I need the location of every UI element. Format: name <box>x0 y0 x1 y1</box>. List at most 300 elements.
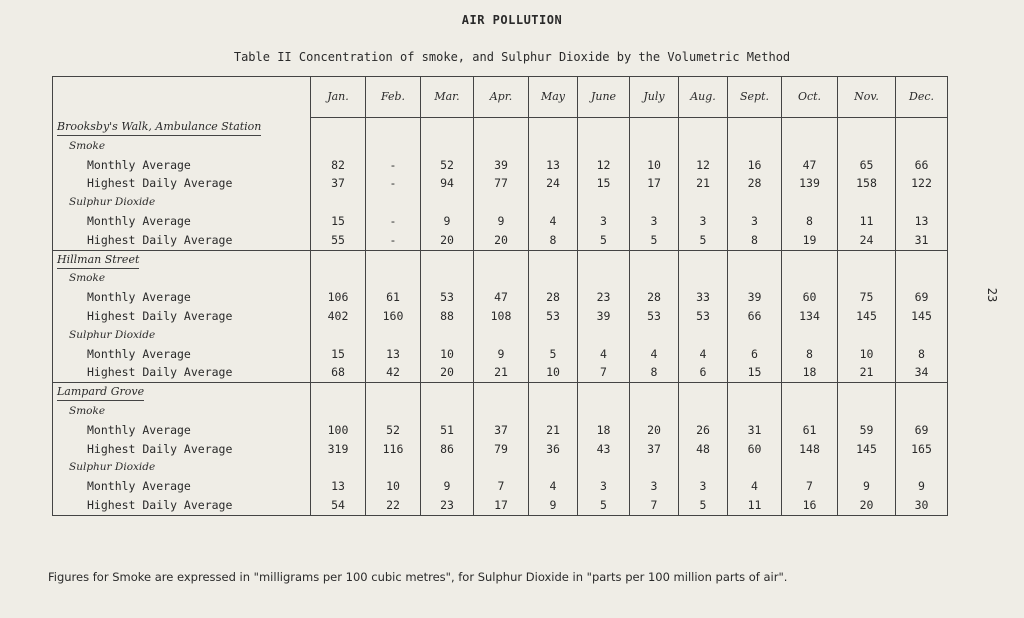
so2-monthly-row-label: Monthly Average <box>53 477 311 496</box>
empty-cell <box>474 402 529 421</box>
month-header: Jan. <box>311 77 366 118</box>
value-cell: 116 <box>366 440 421 459</box>
value-cell: 7 <box>474 477 529 496</box>
empty-cell <box>474 269 529 288</box>
value-cell: 9 <box>529 496 578 515</box>
value-cell: 9 <box>474 212 529 231</box>
value-cell: 23 <box>421 496 474 515</box>
empty-cell <box>782 193 838 212</box>
value-cell: 28 <box>728 174 782 193</box>
value-cell: 15 <box>578 174 630 193</box>
value-cell: 53 <box>630 307 679 326</box>
so2-monthly-row-label: Monthly Average <box>53 345 311 364</box>
value-cell: 3 <box>679 477 728 496</box>
value-cell: 10 <box>630 156 679 175</box>
value-cell: 37 <box>630 440 679 459</box>
month-header: Dec. <box>896 77 948 118</box>
empty-cell <box>679 118 728 137</box>
empty-cell <box>529 269 578 288</box>
value-cell: 23 <box>578 288 630 307</box>
empty-cell <box>838 250 896 269</box>
smoke-monthly-row-label: Monthly Average <box>53 421 311 440</box>
empty-cell <box>474 193 529 212</box>
table-body <box>53 118 948 516</box>
value-cell: 4 <box>529 477 578 496</box>
pollution-table <box>52 76 948 516</box>
smoke-monthly-row <box>53 421 948 440</box>
empty-cell <box>896 458 948 477</box>
empty-cell <box>630 402 679 421</box>
value-cell: 53 <box>529 307 578 326</box>
value-cell: 3 <box>630 477 679 496</box>
so2-heading-row <box>53 458 948 477</box>
so2-monthly-row <box>53 212 948 231</box>
value-cell: 106 <box>311 288 366 307</box>
empty-cell <box>578 269 630 288</box>
value-cell: 39 <box>578 307 630 326</box>
empty-cell <box>728 137 782 156</box>
month-header: Feb. <box>366 77 421 118</box>
value-cell: - <box>366 156 421 175</box>
value-cell: 100 <box>311 421 366 440</box>
empty-cell <box>421 269 474 288</box>
so2-highest-row-label: Highest Daily Average <box>53 496 311 515</box>
value-cell: 26 <box>679 421 728 440</box>
empty-cell <box>421 137 474 156</box>
value-cell: 122 <box>896 174 948 193</box>
value-cell: 20 <box>421 231 474 250</box>
value-cell: 20 <box>474 231 529 250</box>
value-cell: 10 <box>838 345 896 364</box>
empty-cell <box>679 269 728 288</box>
empty-cell <box>311 269 366 288</box>
station-row-label <box>53 250 311 269</box>
so2-highest-row-label: Highest Daily Average <box>53 363 311 382</box>
value-cell: 8 <box>529 231 578 250</box>
value-cell: 21 <box>529 421 578 440</box>
so2-highest-row <box>53 231 948 250</box>
empty-cell <box>838 402 896 421</box>
smoke-heading-row-label: Smoke <box>53 402 311 421</box>
value-cell: 51 <box>421 421 474 440</box>
value-cell: 21 <box>679 174 728 193</box>
empty-cell <box>311 118 366 137</box>
empty-cell <box>474 458 529 477</box>
value-cell: 37 <box>474 421 529 440</box>
smoke-highest-row <box>53 174 948 193</box>
station-row <box>53 250 948 269</box>
value-cell: 5 <box>679 231 728 250</box>
value-cell: 39 <box>728 288 782 307</box>
empty-cell <box>630 250 679 269</box>
so2-highest-row <box>53 496 948 515</box>
empty-cell <box>630 137 679 156</box>
station-name: Lampard Grove <box>57 385 144 401</box>
value-cell: 4 <box>529 212 578 231</box>
value-cell: 6 <box>679 363 728 382</box>
empty-cell <box>578 137 630 156</box>
station-name: Brooksby's Walk, Ambulance Station <box>57 120 261 136</box>
empty-cell <box>529 383 578 402</box>
empty-cell <box>728 326 782 345</box>
value-cell: 79 <box>474 440 529 459</box>
value-cell: 48 <box>679 440 728 459</box>
value-cell: 12 <box>679 156 728 175</box>
empty-cell <box>578 458 630 477</box>
value-cell: 94 <box>421 174 474 193</box>
value-cell: 11 <box>728 496 782 515</box>
value-cell: 15 <box>311 212 366 231</box>
so2-monthly-row <box>53 345 948 364</box>
value-cell: 37 <box>311 174 366 193</box>
empty-cell <box>529 118 578 137</box>
value-cell: 55 <box>311 231 366 250</box>
empty-cell <box>728 250 782 269</box>
empty-cell <box>529 137 578 156</box>
value-cell: 3 <box>578 477 630 496</box>
value-cell: 60 <box>782 288 838 307</box>
empty-cell <box>896 326 948 345</box>
value-cell: 21 <box>474 363 529 382</box>
value-cell: 6 <box>728 345 782 364</box>
empty-cell <box>896 402 948 421</box>
so2-monthly-row-label: Monthly Average <box>53 212 311 231</box>
smoke-heading-row <box>53 137 948 156</box>
empty-cell <box>529 326 578 345</box>
empty-cell <box>474 137 529 156</box>
value-cell: - <box>366 231 421 250</box>
value-cell: 5 <box>578 496 630 515</box>
value-cell: 31 <box>728 421 782 440</box>
value-cell: 11 <box>838 212 896 231</box>
empty-cell <box>578 383 630 402</box>
smoke-monthly-row-label: Monthly Average <box>53 156 311 175</box>
value-cell: 145 <box>838 440 896 459</box>
value-cell: 60 <box>728 440 782 459</box>
empty-cell <box>838 118 896 137</box>
empty-cell <box>421 326 474 345</box>
value-cell: 52 <box>366 421 421 440</box>
smoke-highest-row-label: Highest Daily Average <box>53 307 311 326</box>
so2-heading-row-label: Sulphur Dioxide <box>53 326 311 345</box>
so2-highest-row-label: Highest Daily Average <box>53 231 311 250</box>
month-header-row <box>53 77 948 118</box>
empty-cell <box>578 118 630 137</box>
value-cell: 66 <box>728 307 782 326</box>
value-cell: 88 <box>421 307 474 326</box>
value-cell: 9 <box>474 345 529 364</box>
value-cell: 31 <box>896 231 948 250</box>
empty-cell <box>421 193 474 212</box>
value-cell: 39 <box>474 156 529 175</box>
empty-cell <box>529 193 578 212</box>
value-cell: 3 <box>728 212 782 231</box>
value-cell: 16 <box>728 156 782 175</box>
value-cell: 9 <box>838 477 896 496</box>
empty-cell <box>311 193 366 212</box>
value-cell: 9 <box>421 477 474 496</box>
value-cell: 33 <box>679 288 728 307</box>
value-cell: 9 <box>421 212 474 231</box>
smoke-heading-row-label: Smoke <box>53 137 311 156</box>
value-cell: 8 <box>782 345 838 364</box>
value-cell: 4 <box>630 345 679 364</box>
value-cell: 82 <box>311 156 366 175</box>
empty-cell <box>896 269 948 288</box>
empty-cell <box>782 269 838 288</box>
empty-cell <box>366 383 421 402</box>
value-cell: 15 <box>311 345 366 364</box>
value-cell: 69 <box>896 288 948 307</box>
so2-monthly-row <box>53 477 948 496</box>
value-cell: 43 <box>578 440 630 459</box>
station-name: Hillman Street <box>57 253 139 269</box>
value-cell: - <box>366 212 421 231</box>
empty-cell <box>311 250 366 269</box>
page-heading: AIR POLLUTION <box>461 13 563 27</box>
value-cell: 36 <box>529 440 578 459</box>
value-cell: 69 <box>896 421 948 440</box>
value-cell: 165 <box>896 440 948 459</box>
value-cell: 20 <box>421 363 474 382</box>
empty-cell <box>421 383 474 402</box>
empty-cell <box>578 402 630 421</box>
month-header: June <box>578 77 630 118</box>
empty-cell <box>896 137 948 156</box>
smoke-highest-row <box>53 307 948 326</box>
value-cell: 8 <box>782 212 838 231</box>
value-cell: 13 <box>311 477 366 496</box>
value-cell: 319 <box>311 440 366 459</box>
value-cell: 7 <box>578 363 630 382</box>
empty-cell <box>782 137 838 156</box>
month-header: Apr. <box>474 77 529 118</box>
empty-cell <box>896 250 948 269</box>
empty-cell <box>630 326 679 345</box>
smoke-highest-row-label: Highest Daily Average <box>53 440 311 459</box>
station-row-label <box>53 118 311 137</box>
smoke-monthly-row <box>53 288 948 307</box>
value-cell: 148 <box>782 440 838 459</box>
value-cell: 134 <box>782 307 838 326</box>
so2-heading-row-label: Sulphur Dioxide <box>53 458 311 477</box>
value-cell: 30 <box>896 496 948 515</box>
value-cell: 28 <box>529 288 578 307</box>
value-cell: 8 <box>728 231 782 250</box>
empty-cell <box>474 383 529 402</box>
value-cell: 5 <box>578 231 630 250</box>
value-cell: 15 <box>728 363 782 382</box>
empty-cell <box>728 383 782 402</box>
empty-cell <box>421 250 474 269</box>
empty-cell <box>311 458 366 477</box>
empty-cell <box>679 383 728 402</box>
value-cell: 53 <box>421 288 474 307</box>
units-footnote: Figures for Smoke are expressed in "milligrams per 100 cubic metres", for Sulphur Dioxide in "parts per 100 million parts of air". <box>48 570 788 584</box>
empty-cell <box>728 458 782 477</box>
value-cell: 20 <box>630 421 679 440</box>
value-cell: 10 <box>529 363 578 382</box>
value-cell: 3 <box>679 212 728 231</box>
smoke-highest-row-label: Highest Daily Average <box>53 174 311 193</box>
value-cell: 24 <box>529 174 578 193</box>
empty-cell <box>630 383 679 402</box>
empty-cell <box>366 402 421 421</box>
value-cell: 59 <box>838 421 896 440</box>
empty-cell <box>679 402 728 421</box>
station-row <box>53 118 948 137</box>
empty-cell <box>728 118 782 137</box>
value-cell: 18 <box>578 421 630 440</box>
month-header: Aug. <box>679 77 728 118</box>
value-cell: 12 <box>578 156 630 175</box>
value-cell: 34 <box>896 363 948 382</box>
empty-cell <box>679 193 728 212</box>
value-cell: 86 <box>421 440 474 459</box>
smoke-heading-row <box>53 402 948 421</box>
empty-cell <box>782 458 838 477</box>
empty-cell <box>366 193 421 212</box>
empty-cell <box>366 250 421 269</box>
value-cell: 145 <box>838 307 896 326</box>
month-header: Nov. <box>838 77 896 118</box>
value-cell: 22 <box>366 496 421 515</box>
value-cell: 47 <box>782 156 838 175</box>
value-cell: 17 <box>630 174 679 193</box>
smoke-heading-row-label: Smoke <box>53 269 311 288</box>
month-header: May <box>529 77 578 118</box>
empty-cell <box>679 458 728 477</box>
value-cell: 47 <box>474 288 529 307</box>
value-cell: 4 <box>728 477 782 496</box>
empty-cell <box>311 402 366 421</box>
so2-heading-row-label: Sulphur Dioxide <box>53 193 311 212</box>
empty-cell <box>630 458 679 477</box>
value-cell: 65 <box>838 156 896 175</box>
empty-cell <box>896 193 948 212</box>
empty-cell <box>311 326 366 345</box>
empty-cell <box>728 402 782 421</box>
empty-cell <box>578 326 630 345</box>
empty-cell <box>366 458 421 477</box>
so2-heading-row <box>53 326 948 345</box>
empty-cell <box>838 269 896 288</box>
value-cell: 13 <box>366 345 421 364</box>
empty-cell <box>838 383 896 402</box>
value-cell: 16 <box>782 496 838 515</box>
empty-cell <box>782 402 838 421</box>
value-cell: 61 <box>366 288 421 307</box>
empty-cell <box>679 250 728 269</box>
empty-cell <box>366 118 421 137</box>
empty-cell <box>421 458 474 477</box>
empty-cell <box>896 118 948 137</box>
empty-cell <box>311 383 366 402</box>
station-row-label <box>53 383 311 402</box>
empty-cell <box>578 250 630 269</box>
value-cell: 160 <box>366 307 421 326</box>
value-cell: 8 <box>896 345 948 364</box>
value-cell: 21 <box>838 363 896 382</box>
value-cell: 8 <box>630 363 679 382</box>
empty-cell <box>366 137 421 156</box>
empty-cell <box>366 269 421 288</box>
empty-cell <box>630 269 679 288</box>
value-cell: 5 <box>630 231 679 250</box>
empty-cell <box>529 458 578 477</box>
value-cell: 108 <box>474 307 529 326</box>
table-title: Table II Concentration of smoke, and Sulphur Dioxide by the Volumetric Method <box>233 50 791 64</box>
value-cell: 54 <box>311 496 366 515</box>
empty-cell <box>311 137 366 156</box>
value-cell: 66 <box>896 156 948 175</box>
smoke-heading-row <box>53 269 948 288</box>
value-cell: 52 <box>421 156 474 175</box>
value-cell: 20 <box>838 496 896 515</box>
month-header: July <box>630 77 679 118</box>
value-cell: 3 <box>630 212 679 231</box>
value-cell: 10 <box>421 345 474 364</box>
empty-cell <box>838 137 896 156</box>
value-cell: 18 <box>782 363 838 382</box>
value-cell: 13 <box>529 156 578 175</box>
empty-cell <box>896 383 948 402</box>
empty-cell <box>838 193 896 212</box>
value-cell: 4 <box>578 345 630 364</box>
empty-cell <box>366 326 421 345</box>
value-cell: 17 <box>474 496 529 515</box>
value-cell: 53 <box>679 307 728 326</box>
empty-cell <box>679 326 728 345</box>
page-number: 23 <box>985 287 1000 303</box>
empty-cell <box>838 326 896 345</box>
month-header: Sept. <box>728 77 782 118</box>
empty-cell <box>529 250 578 269</box>
empty-cell <box>838 458 896 477</box>
empty-cell <box>630 118 679 137</box>
value-cell: 24 <box>838 231 896 250</box>
value-cell: 139 <box>782 174 838 193</box>
value-cell: 28 <box>630 288 679 307</box>
value-cell: 77 <box>474 174 529 193</box>
empty-cell <box>782 250 838 269</box>
empty-cell <box>679 137 728 156</box>
station-row <box>53 383 948 402</box>
empty-cell <box>630 193 679 212</box>
smoke-highest-row <box>53 440 948 459</box>
value-cell: 4 <box>679 345 728 364</box>
value-cell: 3 <box>578 212 630 231</box>
value-cell: - <box>366 174 421 193</box>
value-cell: 9 <box>896 477 948 496</box>
empty-cell <box>474 326 529 345</box>
empty-cell <box>474 250 529 269</box>
empty-cell <box>421 118 474 137</box>
value-cell: 145 <box>896 307 948 326</box>
value-cell: 7 <box>782 477 838 496</box>
header-blank <box>53 77 311 118</box>
empty-cell <box>728 193 782 212</box>
smoke-monthly-row-label: Monthly Average <box>53 288 311 307</box>
empty-cell <box>578 193 630 212</box>
value-cell: 158 <box>838 174 896 193</box>
value-cell: 5 <box>679 496 728 515</box>
empty-cell <box>529 402 578 421</box>
so2-heading-row <box>53 193 948 212</box>
so2-highest-row <box>53 363 948 382</box>
value-cell: 42 <box>366 363 421 382</box>
month-header: Oct. <box>782 77 838 118</box>
